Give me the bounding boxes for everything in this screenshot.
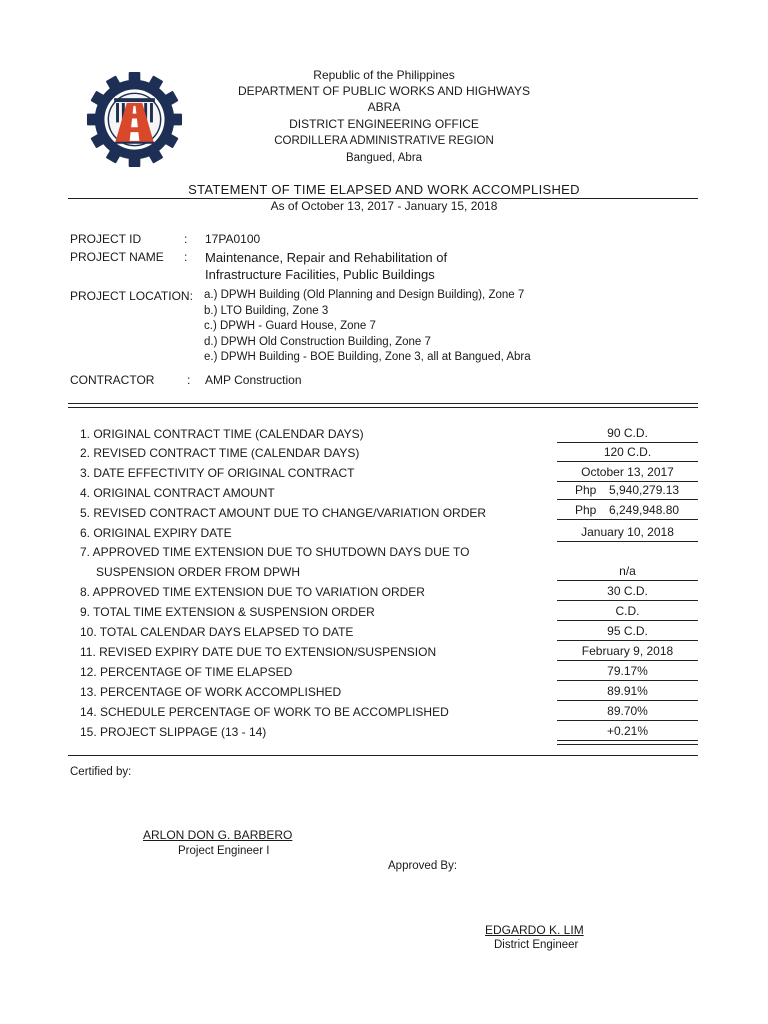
table-row-value: 79.17% (557, 663, 698, 681)
header-city: Bangued, Abra (345, 152, 423, 164)
currency-label: Php (575, 503, 597, 517)
contractor-value: AMP Construction (205, 373, 302, 387)
table-row-value: C.D. (557, 603, 698, 621)
statement-title: STATEMENT OF TIME ELAPSED AND WORK ACCOMPLISHED (188, 182, 580, 197)
project-name-label: PROJECT NAME (70, 250, 164, 264)
table-row-label: 13. PERCENTAGE OF WORK ACCOMPLISHED (80, 685, 342, 699)
table-row-label-continued: SUSPENSION ORDER FROM DPWH (96, 565, 301, 579)
approver-name: EDGARDO K. LIM (485, 923, 584, 937)
table-row-value: October 13, 2017 (557, 464, 698, 482)
approved-label: Approved By: (388, 860, 458, 872)
section-rule-top (68, 403, 698, 404)
table-row-label: 10. TOTAL CALENDAR DAYS ELAPSED TO DATE (80, 625, 354, 639)
table-bottom-rule (68, 755, 698, 756)
table-row-label: 12. PERCENTAGE OF TIME ELAPSED (80, 665, 293, 679)
total-double-rule (557, 744, 698, 745)
header-region: CORDILLERA ADMINISTRATIVE REGION (274, 135, 494, 147)
project-name-line1: Maintenance, Repair and Rehabilitation of (205, 250, 448, 265)
table-row-value (557, 482, 698, 500)
table-row-label: 14. SCHEDULE PERCENTAGE OF WORK TO BE ACCOMPLISHED (80, 705, 449, 719)
contractor-colon: : (187, 373, 191, 387)
certifier-name: ARLON DON G. BARBERO (143, 828, 293, 842)
table-row-label: 4. ORIGINAL CONTRACT AMOUNT (80, 486, 275, 500)
table-row-label: 9. TOTAL TIME EXTENSION & SUSPENSION ORDER (80, 605, 375, 619)
table-row-value: 90 C.D. (557, 425, 698, 443)
project-id-label: PROJECT ID (70, 232, 142, 246)
header-province: ABRA (367, 100, 401, 114)
statement-period: As of October 13, 2017 - January 15, 2018 (270, 199, 498, 213)
table-row-value: 30 C.D. (557, 583, 698, 601)
table-row-label: 15. PROJECT SLIPPAGE (13 - 14) (80, 725, 267, 739)
table-row-label: 6. ORIGINAL EXPIRY DATE (80, 526, 232, 540)
table-row-label: 8. APPROVED TIME EXTENSION DUE TO VARIATION ORDER (80, 585, 425, 599)
table-row-value (557, 502, 698, 520)
section-rule-bottom (68, 407, 698, 408)
list-item: d.) DPWH Old Construction Building, Zone 7 (204, 335, 431, 348)
table-row-label: 2. REVISED CONTRACT TIME (CALENDAR DAYS) (80, 446, 360, 460)
contractor-label: CONTRACTOR (70, 373, 155, 387)
currency-label: Php (575, 483, 597, 497)
table-row-label: 11. REVISED EXPIRY DATE DUE TO EXTENSION/SUSPENSION (80, 645, 437, 659)
approver-title: District Engineer (494, 939, 579, 951)
certified-label: Certified by: (70, 766, 132, 778)
table-row-value: February 9, 2018 (557, 643, 698, 661)
certifier-title: Project Engineer I (178, 845, 270, 857)
table-row-value: 95 C.D. (557, 623, 698, 641)
project-location-label: PROJECT LOCATION: (70, 289, 193, 303)
amount-value: 6,249,948.80 (609, 503, 680, 517)
project-id-value: 17PA0100 (205, 232, 261, 246)
table-row-value: n/a (557, 563, 698, 581)
table-row-value: January 10, 2018 (557, 524, 698, 542)
table-row-label: 5. REVISED CONTRACT AMOUNT DUE TO CHANGE/VARIATION ORDER (80, 506, 487, 520)
amount-value: 5,940,279.13 (609, 483, 680, 497)
list-item: c.) DPWH - Guard House, Zone 7 (204, 320, 376, 332)
table-row-label: 7. APPROVED TIME EXTENSION DUE TO SHUTDOWN DAYS DUE TO (80, 545, 470, 559)
table-row-value: 120 C.D. (557, 444, 698, 462)
list-item: e.) DPWH Building - BOE Building, Zone 3, all at Bangued, Abra (204, 351, 531, 363)
table-row-label: 3. DATE EFFECTIVITY OF ORIGINAL CONTRACT (80, 466, 355, 480)
project-name-colon: : (184, 250, 188, 264)
table-row-label: 1. ORIGINAL CONTRACT TIME (CALENDAR DAYS) (80, 427, 364, 441)
header-department: DEPARTMENT OF PUBLIC WORKS AND HIGHWAYS (237, 84, 531, 98)
header-office: DISTRICT ENGINEERING OFFICE (289, 117, 479, 131)
table-row-value: 89.91% (557, 683, 698, 701)
table-row-value: +0.21% (557, 723, 698, 741)
table-row-value: 89.70% (557, 703, 698, 721)
header-republic: Republic of the Philippines (313, 68, 455, 82)
list-item: a.) DPWH Building (Old Planning and Design Building), Zone 7 (204, 289, 525, 301)
project-name-line2: Infrastructure Facilities, Public Buildings (205, 267, 435, 282)
list-item: b.) LTO Building, Zone 3 (204, 304, 329, 317)
location-list (204, 288, 531, 366)
project-id-colon: : (184, 232, 188, 246)
